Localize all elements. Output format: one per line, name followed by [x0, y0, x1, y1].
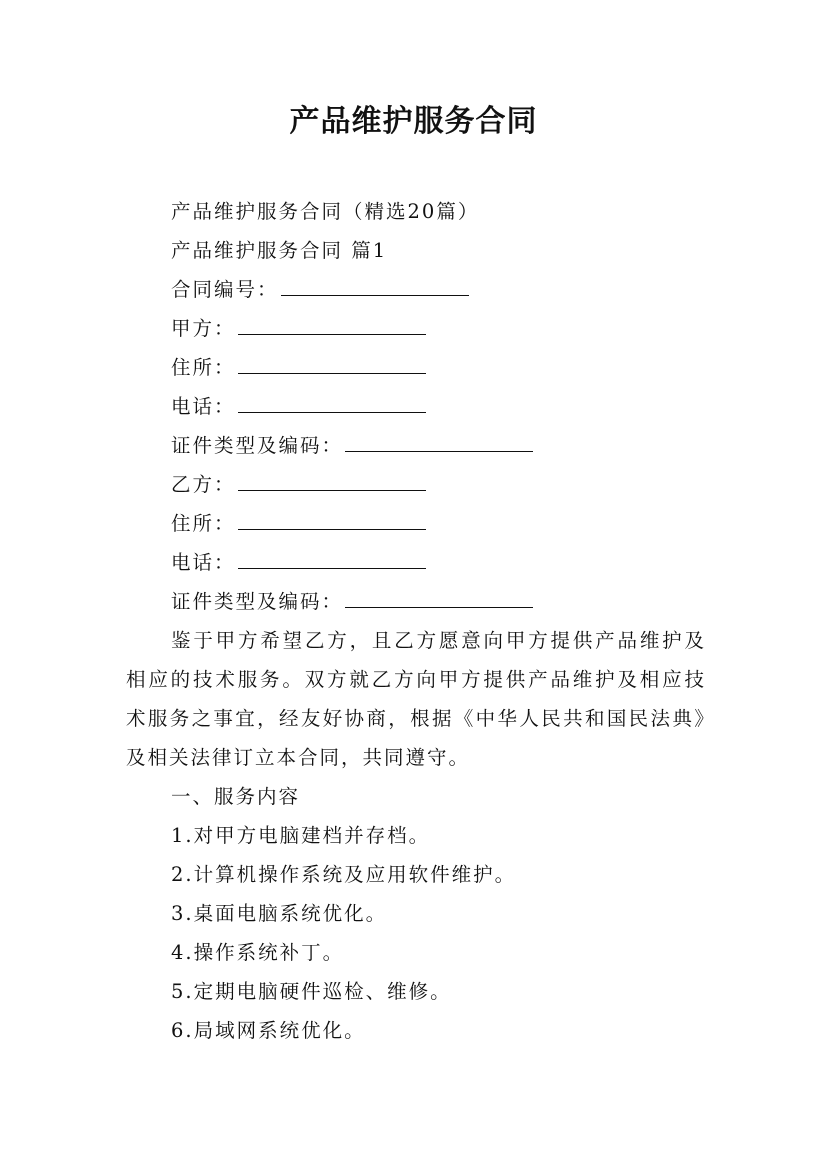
field-party-b	[126, 465, 706, 504]
service-item: 4.操作系统补丁。	[171, 941, 345, 964]
service-item: 2.计算机操作系统及应用软件维护。	[171, 863, 517, 886]
field-party-b-phone	[126, 543, 706, 582]
field-label: 证件类型及编码：	[171, 434, 344, 457]
fill-in-blank	[345, 427, 533, 452]
fill-in-blank	[238, 544, 426, 569]
service-heading: 一、服务内容	[171, 785, 301, 808]
field-label: 住所：	[171, 356, 236, 379]
field-label: 电话：	[171, 395, 236, 418]
field-label: 电话：	[171, 551, 236, 574]
document-body	[126, 192, 706, 1050]
field-party-a	[126, 309, 706, 348]
field-label: 合同编号：	[171, 278, 279, 301]
service-item: 5.定期电脑硬件巡检、维修。	[171, 980, 452, 1003]
fill-in-blank	[238, 349, 426, 374]
field-label: 甲方：	[171, 317, 236, 340]
service-item: 3.桌面电脑系统优化。	[171, 902, 388, 925]
fill-in-blank	[238, 310, 426, 335]
field-label: 乙方：	[171, 473, 236, 496]
fill-in-blank	[281, 271, 469, 296]
service-item: 6.局域网系统优化。	[171, 1019, 366, 1042]
field-party-b-id	[126, 582, 706, 621]
intro-paragraph: 鉴于甲方希望乙方，且乙方愿意向甲方提供产品维护及相应的技术服务。双方就乙方向甲方提供产品维护及相应技术服务之事宜，经友好协商，根据《中华人民共和国民法典》及相关法律订立本合同，共同遵守。	[126, 629, 706, 769]
fill-in-blank	[238, 388, 426, 413]
fill-in-blank	[238, 505, 426, 530]
field-label: 证件类型及编码：	[171, 590, 344, 613]
field-party-a-phone	[126, 387, 706, 426]
field-contract-number	[126, 270, 706, 309]
field-label: 住所：	[171, 512, 236, 535]
fill-in-blank	[238, 466, 426, 491]
section-heading: 产品维护服务合同 篇1	[171, 239, 388, 262]
field-party-a-id	[126, 426, 706, 465]
field-party-b-address	[126, 504, 706, 543]
document-subtitle: 产品维护服务合同（精选20篇）	[171, 200, 480, 223]
service-item: 1.对甲方电脑建档并存档。	[171, 824, 431, 847]
fill-in-blank	[345, 583, 533, 608]
document-title: 产品维护服务合同	[289, 104, 538, 139]
field-party-a-address	[126, 348, 706, 387]
